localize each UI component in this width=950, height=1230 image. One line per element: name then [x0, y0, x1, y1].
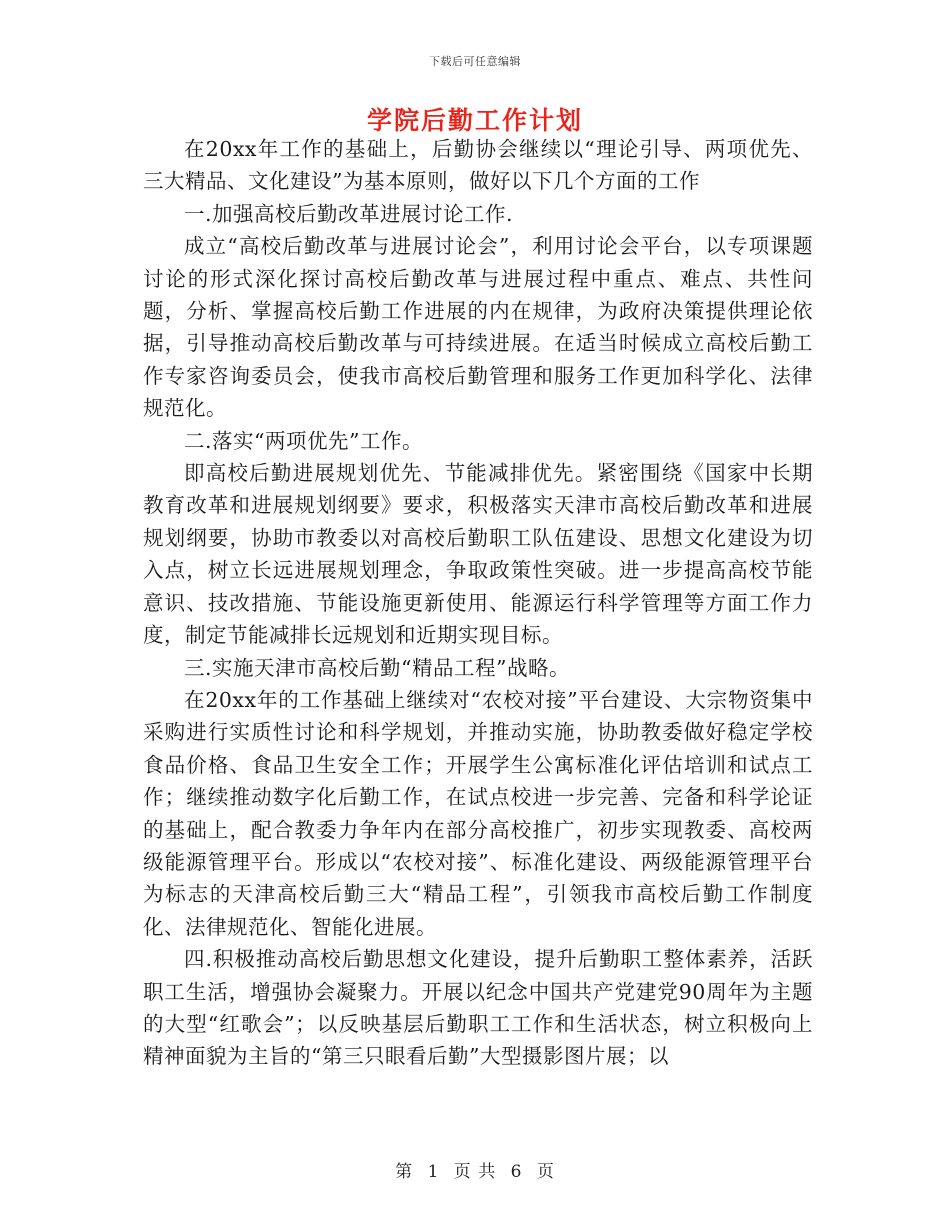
section-heading-3: 三.实施天津市高校后勤“精品工程”战略。 [184, 655, 570, 680]
page-prefix: 第 [395, 1162, 414, 1182]
page-number-footer [0, 1157, 950, 1182]
section-heading-2: 二.落实“两项优先”工作。 [184, 428, 423, 453]
section-heading-1: 一.加强高校后勤改革进展讨论工作. [184, 201, 514, 226]
page-current: 1 [427, 1162, 440, 1182]
section-paragraph-2: 即高校后勤进展规划优先、节能减排优先。紧密围绕《国家中长期教育改革和进展规划纲要》要求，积极落实天津市高校后勤改革和进展规划纲要，协助市教委以对高校后勤职工队伍建设、思想文化建设为切入点，树立长远进展规划理念，争取政策性突破。进一步提高高校节能意识、技改措施、节能设施更新使用、能源运行科学管理等方面工作力度，制定节能减排长远规划和近期实现目标。 [143, 461, 813, 648]
section-paragraph-3: 在20xx年的工作基础上继续对“农校对接”平台建设、大宗物资集中采购进行实质性讨论和科学规划，并推动实施，协助教委做好稳定学校食品价格、食品卫生安全工作；开展学生公寓标准化评估培训和试点工作；继续推动数字化后勤工作，在试点校进一步完善、完备和科学论证的基础上，配合教委力争年内在部分高校推广，初步实现教委、高校两级能源管理平台。形成以“农校对接”、标准化建设、两级能源管理平台为标志的天津高校后勤三大“精品工程”，引领我市高校后勤工作制度化、法律规范化、智能化进展。 [143, 687, 813, 939]
page-mid: 页 共 [453, 1162, 497, 1182]
section-paragraph-1: 成立“高校后勤改革与进展讨论会”，利用讨论会平台，以专项课题讨论的形式深化探讨高校后勤改革与进展过程中重点、难点、共性问题，分析、掌握高校后勤工作进展的内在规律，为政府决策提供理论依据，引导推动高校后勤改革与可持续进展。在适当时候成立高校后勤工作专家咨询委员会，使我市高校后勤管理和服务工作更加科学化、法律规范化。 [143, 234, 813, 421]
page-suffix: 页 [536, 1162, 555, 1182]
intro-paragraph: 在20xx年工作的基础上，后勤协会继续以“理论引导、两项优先、三大精品、文化建设”为基本原则，做好以下几个方面的工作 [143, 137, 813, 194]
header-note: 下载后可任意编辑 [429, 55, 521, 68]
document-title: 学院后勤工作计划 [366, 106, 583, 135]
page-total: 6 [510, 1162, 523, 1182]
section-paragraph-4: 四.积极推动高校后勤思想文化建设，提升后勤职工整体素养，活跃职工生活，增强协会凝聚力。开展以纪念中国共产党建党90周年为主题的大型“红歌会”；以反映基层后勤职工工作和生活状态，树立积极向上精神面貌为主旨的“第三只眼看后勤”大型摄影图片展；以 [143, 947, 813, 1069]
document-body [143, 133, 813, 1073]
